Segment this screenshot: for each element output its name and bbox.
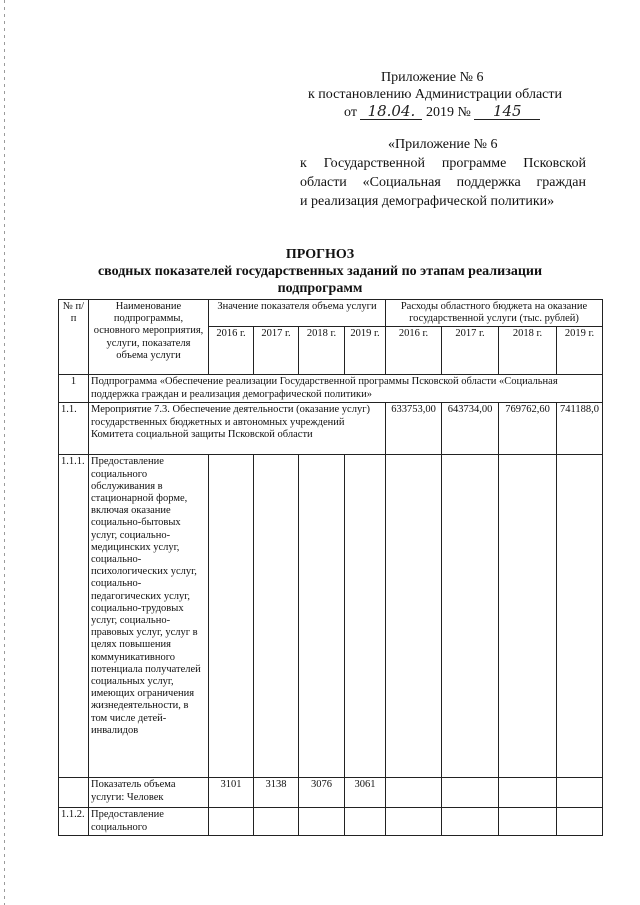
service-text: Предоставление социального обслуживания в стационарной форме, включая оказание социально-бытовых услуг, социально-медицинских услуг, социально-психологических услуг, социально-педагогических услуг, социально-трудовых услуг, социально-правовых услуг, услуг в целях повышения коммуникативного потенциала получателей социальных услуг, имеющих ограничения жизнедеятельности, в том числе детей-инвалидов	[89, 455, 209, 778]
header-indicator-group: Значение показателя объема услуги	[209, 300, 386, 327]
header-expense-year: 2018 г.	[499, 327, 557, 375]
program-line-3: и реализация демографической политики»	[300, 194, 555, 209]
header-indicator-year: 2017 г.	[254, 327, 299, 375]
forecast-table	[58, 299, 603, 836]
header-num: № п/п	[59, 300, 89, 375]
indicator-value: 3138	[254, 778, 299, 808]
header-name: Наименование подпрограммы, основного мероприятия, услуги, показателя объема услуги	[89, 300, 209, 375]
title-line-3: подпрограмм	[277, 281, 363, 296]
indicator-value: 3101	[209, 778, 254, 808]
header-indicator-year: 2018 г.	[299, 327, 345, 375]
table-row	[59, 455, 603, 778]
appendix-title: Приложение № 6	[381, 70, 484, 85]
year-text: 2019 №	[425, 105, 471, 120]
expense-value: 741188,0	[557, 403, 603, 455]
row-num: 1.1.2.	[59, 808, 89, 836]
scan-edge	[4, 0, 5, 905]
subprogram-text: Подпрограмма «Обеспечение реализации Государственной программы Псковской области «Социальная поддержка граждан и реализация демографической политики»	[89, 375, 603, 403]
row-num: 1.1.1.	[59, 455, 89, 778]
handwritten-date: 18.04.	[360, 104, 422, 120]
program-appendix-title: «Приложение № 6	[388, 137, 498, 152]
table-row	[59, 375, 603, 403]
service-text: Предоставление социального	[89, 808, 209, 836]
document-title	[50, 246, 590, 297]
resolution-line: к постановлению Администрации области	[308, 87, 562, 102]
table-row	[59, 778, 603, 808]
expense-value: 633753,00	[386, 403, 442, 455]
handwritten-number: 145	[474, 104, 540, 120]
table-row	[59, 403, 603, 455]
date-line	[344, 104, 540, 121]
header-expense-year: 2019 г.	[557, 327, 603, 375]
row-num: 1.1.	[59, 403, 89, 455]
program-reference	[300, 135, 586, 211]
program-line-1: к Государственной программе Псковской	[300, 156, 586, 171]
expense-value: 643734,00	[442, 403, 499, 455]
header-expense-year: 2017 г.	[442, 327, 499, 375]
expense-value: 769762,60	[499, 403, 557, 455]
header-expense-group: Расходы областного бюджета на оказание государственной услуги (тыс. рублей)	[386, 300, 603, 327]
program-line-2: области «Социальная поддержка граждан	[300, 175, 586, 190]
title-line-1: ПРОГНОЗ	[285, 247, 355, 262]
indicator-value: 3061	[345, 778, 386, 808]
date-prefix: от	[344, 105, 357, 120]
indicator-value: 3076	[299, 778, 345, 808]
row-num: 1	[59, 375, 89, 403]
title-line-2: сводных показателей государственных заданий по этапам реализации	[97, 264, 543, 279]
header-indicator-year: 2019 г.	[345, 327, 386, 375]
table-row	[59, 808, 603, 836]
measure-text: Мероприятие 7.3. Обеспечение деятельности (оказание услуг) государственных бюджетных и автономных учреждений Комитета социальной защиты Псковской области	[89, 403, 386, 455]
header-indicator-year: 2016 г.	[209, 327, 254, 375]
indicator-text: Показатель объема услуги: Человек	[89, 778, 209, 808]
header-expense-year: 2016 г.	[386, 327, 442, 375]
